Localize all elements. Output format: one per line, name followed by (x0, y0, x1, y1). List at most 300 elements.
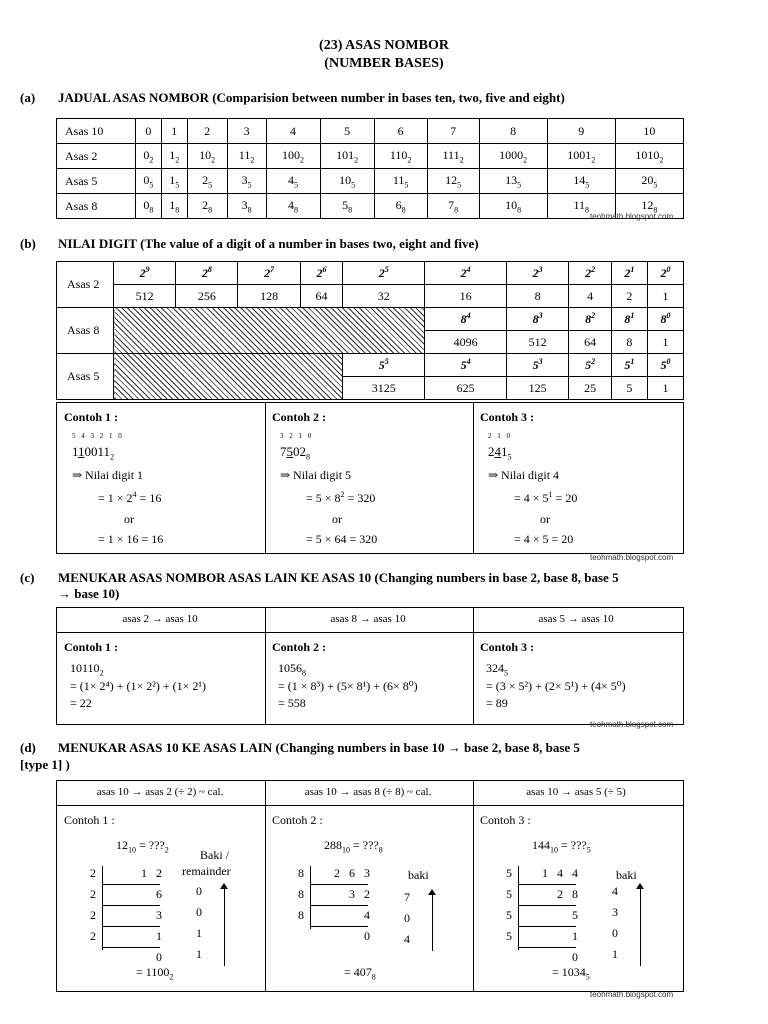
power-exp: 1 (630, 311, 635, 320)
quotient: 1 (156, 929, 162, 943)
table-cell (161, 194, 187, 219)
number-base: 8 (306, 452, 310, 462)
power-exp: 4 (466, 265, 471, 274)
cell-value: 4 (290, 123, 297, 138)
table-cell (227, 169, 266, 194)
divisor: 2 (90, 908, 96, 922)
table-cell (266, 144, 320, 169)
power-cell (569, 308, 612, 331)
row-label: Asas 5 (57, 354, 114, 400)
example-number (278, 661, 472, 677)
power-base: 5 (585, 358, 592, 372)
divisor: 5 (506, 929, 512, 943)
up-arrow-icon (224, 888, 225, 966)
cell-base: 5 (457, 180, 462, 190)
power-cell (611, 308, 647, 331)
table-cell (479, 169, 547, 194)
ladder-line (518, 866, 519, 950)
ladder-line (518, 905, 576, 906)
question-number: 12 (116, 838, 128, 852)
digit-positions: 2 1 0 (488, 432, 512, 440)
cell-value: 0 (143, 147, 150, 162)
remainder: 1 (196, 947, 202, 961)
cell-base: 8 (149, 205, 154, 215)
place-value: 1 (647, 377, 683, 400)
cell-base: 2 (659, 155, 664, 165)
example-number (486, 661, 680, 677)
power-exp: 2 (591, 311, 596, 320)
ladder-line (518, 947, 576, 948)
table-row (57, 169, 684, 194)
place-value: 32 (343, 285, 425, 308)
row-label: Asas 2 (57, 262, 114, 308)
section-b-head: NILAI DIGIT (58, 236, 137, 251)
number-part: 7 (280, 444, 287, 459)
expansion: = (1× 2⁴) + (1× 2²) + (1× 2¹) (70, 679, 206, 694)
table-cell (374, 144, 427, 169)
power-base: 2 (624, 266, 631, 280)
ladder-line (310, 884, 368, 885)
target-base: 2 (164, 845, 169, 855)
power-cell (507, 262, 569, 285)
cell-value: 4 (288, 197, 295, 212)
cell-value: 8 (510, 123, 517, 138)
table-cell (615, 144, 683, 169)
section-b-heading (20, 236, 479, 252)
number-bases-table (56, 118, 684, 219)
expr-exp: 4 (132, 490, 137, 499)
section-b-label: (b) (20, 236, 36, 251)
question-base: 10 (550, 845, 558, 855)
cell-value: 101 (336, 147, 355, 162)
row-label: Asas 10 (57, 119, 136, 144)
digit-example (64, 410, 264, 550)
power-base: 2 (460, 266, 467, 280)
nilai-digit: ⇒ Nilai digit 5 (280, 468, 352, 482)
expr-part: = 4 × 5 (514, 491, 549, 505)
table-cell (374, 194, 427, 219)
power-base: 5 (378, 358, 385, 372)
section-c-heading (20, 570, 619, 586)
cell-value: 11 (573, 197, 585, 212)
cell-value: 2 (204, 123, 211, 138)
underlined-digit: 1 (78, 444, 85, 459)
power-cell (647, 308, 683, 331)
divisor: 2 (90, 887, 96, 901)
table-row (57, 308, 684, 331)
or-label: or (124, 512, 134, 526)
cell-base: 2 (523, 155, 528, 165)
table-cell (187, 169, 227, 194)
table-cell (227, 194, 266, 219)
cell-base: 2 (459, 155, 464, 165)
table-row (57, 354, 684, 377)
baki-label: Baki / (200, 848, 229, 862)
power-base: 8 (585, 312, 592, 326)
place-value: 512 (507, 331, 569, 354)
section-c-desc: (Changing numbers in base 2, base 8, base 5 (374, 570, 619, 585)
cell-base: 5 (653, 180, 658, 190)
cell-value: 6 (397, 123, 404, 138)
table-cell (161, 119, 187, 144)
example-title: Contoh 1 : (64, 640, 119, 654)
cell-value: 1010 (635, 147, 660, 162)
ladder-line (102, 866, 103, 950)
cell-base: 2 (250, 155, 255, 165)
answer-base: 2 (169, 972, 174, 982)
power-base: 5 (532, 358, 539, 372)
table-cell (227, 119, 266, 144)
power-base: 2 (660, 266, 667, 280)
number-base: 8 (302, 668, 306, 678)
table-cell (320, 169, 374, 194)
place-value: 1 (647, 331, 683, 354)
answer (344, 965, 376, 981)
section-d-heading (20, 740, 580, 756)
place-value: 4 (569, 285, 612, 308)
table-cell (266, 119, 320, 144)
number-base: 5 (504, 668, 508, 678)
divisor: 2 (90, 929, 96, 943)
cell-value: 0 (143, 172, 150, 187)
cell-value: 14 (573, 172, 586, 187)
cell-value: 3 (241, 172, 248, 187)
ladder-line (310, 866, 311, 929)
place-value: 64 (569, 331, 612, 354)
table-cell (427, 144, 479, 169)
power-cell (114, 262, 176, 285)
cell-value: 13 (505, 172, 518, 187)
power-exp: 9 (145, 265, 150, 274)
power-cell (425, 308, 507, 331)
power-cell (343, 262, 425, 285)
cell-base: 2 (175, 155, 180, 165)
digit-value-table (56, 261, 684, 400)
table-cell (479, 144, 547, 169)
conversion-header: asas 5 → asas 10 (538, 613, 614, 625)
section-c-head: MENUKAR ASAS NOMBOR ASAS LAIN KE ASAS 10 (58, 570, 372, 585)
cell-base: 8 (585, 205, 589, 215)
number-part: 10110 (70, 661, 100, 675)
question-eq: = ??? (558, 838, 587, 852)
ladder-line (102, 926, 160, 927)
cell-base: 5 (175, 180, 180, 190)
expr-part: = 20 (552, 491, 578, 505)
cell-base: 5 (149, 180, 154, 190)
power-exp: 3 (538, 311, 543, 320)
cell-value: 111 (442, 147, 460, 162)
underlined-digit: 5 (286, 444, 293, 459)
quotient: 5 (572, 908, 578, 922)
place-value: 1 (647, 285, 683, 308)
power-exp: 4 (466, 311, 471, 320)
question-base: 10 (342, 845, 350, 855)
power-cell (647, 262, 683, 285)
power-exp: 0 (666, 357, 671, 366)
power-exp: 1 (630, 265, 635, 274)
place-value: 8 (507, 285, 569, 308)
power-exp: 1 (630, 357, 635, 366)
table-cell (479, 194, 547, 219)
cell-base: 8 (348, 205, 353, 215)
number-part: 1056 (278, 661, 302, 675)
quotient: 3 (156, 908, 162, 922)
cell-value: 5 (344, 123, 351, 138)
power-cell (343, 354, 425, 377)
example-title: Contoh 1 : (64, 813, 115, 827)
divisor: 8 (298, 908, 304, 922)
table-cell (427, 194, 479, 219)
cell-value: 10 (199, 147, 212, 162)
nilai-digit: ⇒ Nilai digit 1 (72, 468, 144, 482)
question-number: 144 (532, 838, 550, 852)
cell-base: 5 (585, 180, 590, 190)
cell-value: 6 (395, 197, 402, 212)
power-cell (611, 262, 647, 285)
shaded-cell (114, 308, 425, 354)
example-title: Contoh 1 : (64, 410, 119, 424)
question-eq: = ??? (136, 838, 165, 852)
power-exp: 0 (666, 265, 671, 274)
cell-value: 1 (169, 147, 176, 162)
cell-value: 7 (450, 123, 457, 138)
power-base: 5 (460, 358, 467, 372)
section-c-label: (c) (20, 570, 35, 585)
power-exp: 6 (322, 265, 327, 274)
power-base: 8 (660, 312, 667, 326)
power-base: 2 (139, 266, 146, 280)
table-cell (374, 169, 427, 194)
cell-base: 5 (517, 180, 522, 190)
table-cell (479, 119, 547, 144)
power-exp: 4 (466, 357, 471, 366)
cell-value: 3 (241, 197, 248, 212)
example-title: Contoh 2 : (272, 813, 323, 827)
table-row (57, 119, 684, 144)
answer-base: 5 (585, 972, 590, 982)
table-cell (136, 194, 162, 219)
power-cell (425, 354, 507, 377)
digit-positions: 5 4 3 2 1 0 (72, 432, 124, 440)
place-value: 256 (176, 285, 238, 308)
credit-a: teohmath.blogspot.com (590, 212, 674, 221)
power-cell (611, 354, 647, 377)
expr-part: = 16 (136, 491, 162, 505)
question (116, 838, 169, 854)
cell-value: 1 (171, 123, 178, 138)
target-base: 8 (378, 845, 383, 855)
cell-value: 10 (339, 172, 352, 187)
value-line-2: = 1 × 16 = 16 (98, 532, 164, 546)
example-number (280, 444, 310, 462)
power-base: 8 (624, 312, 631, 326)
conversion-example (480, 640, 680, 711)
power-cell (425, 262, 507, 285)
question (324, 838, 383, 854)
cell-base: 5 (294, 180, 299, 190)
table-cell (187, 119, 227, 144)
value-line-2: = 5 × 64 = 320 (306, 532, 378, 546)
conversion-header: asas 10 → asas 5 (÷ 5) (526, 786, 626, 798)
power-cell (238, 262, 300, 285)
baki-label: baki (408, 868, 429, 882)
quotient: 6 (156, 887, 162, 901)
cell-value: 1 (169, 172, 176, 187)
value-line-1 (306, 490, 375, 506)
power-exp: 7 (270, 265, 275, 274)
remainder: 0 (404, 911, 410, 925)
place-value: 25 (569, 377, 612, 400)
power-base: 8 (532, 312, 539, 326)
cell-value: 1 (169, 197, 176, 212)
example-number (72, 444, 114, 462)
cell-base: 2 (407, 155, 412, 165)
table-cell (547, 144, 615, 169)
place-value: 16 (425, 285, 507, 308)
number-part: 1 (72, 444, 79, 459)
digit-positions: 3 2 1 0 (280, 432, 314, 440)
power-exp: 3 (538, 357, 543, 366)
quotient: 2 8 (557, 887, 578, 901)
power-base: 5 (660, 358, 667, 372)
example-title: Contoh 3 : (480, 410, 535, 424)
table-cell (227, 144, 266, 169)
value-line-1 (514, 490, 577, 506)
row-label: Asas 8 (57, 194, 136, 219)
table-cell (374, 119, 427, 144)
table-cell (187, 194, 227, 219)
power-base: 2 (585, 266, 592, 280)
quotient: 0 (572, 950, 578, 964)
ladder-line (102, 905, 160, 906)
cell-value: 7 (448, 197, 455, 212)
example-title: Contoh 3 : (480, 640, 535, 654)
number-part: 1 (501, 444, 508, 459)
row-label: Asas 5 (57, 169, 136, 194)
place-value: 125 (507, 377, 569, 400)
answer-base: 8 (371, 972, 376, 982)
power-base: 2 (316, 266, 323, 280)
remainder: 7 (404, 890, 410, 904)
section-d-desc2: [type 1] ) (20, 757, 70, 772)
remainder: 0 (196, 905, 202, 919)
power-cell (300, 262, 343, 285)
number-part: 0011 (84, 444, 111, 459)
table-row (57, 285, 684, 308)
cell-value: 10 (643, 123, 656, 138)
shaded-cell (114, 354, 343, 400)
divisor: 5 (506, 908, 512, 922)
quotient: 1 2 (141, 866, 162, 880)
cell-value: 110 (389, 147, 408, 162)
conversion-header: asas 2 → asas 10 (122, 613, 198, 625)
remainder: 0 (612, 926, 618, 940)
ladder-line (310, 926, 368, 927)
section-a-desc: (Comparision between number in bases ten, two, five and eight) (212, 90, 565, 105)
power-exp: 2 (591, 265, 596, 274)
section-a-head: JADUAL ASAS NOMBOR (58, 90, 209, 105)
cell-value: 5 (342, 197, 349, 212)
or-label: or (540, 512, 550, 526)
power-cell (176, 262, 238, 285)
expr-exp: 1 (548, 490, 553, 499)
credit-c: teohmath.blogspot.com (590, 720, 674, 729)
table-cell (320, 119, 374, 144)
section-c-desc2: → base 10) (58, 586, 120, 601)
question-base: 10 (128, 845, 136, 855)
cell-base: 2 (591, 155, 596, 165)
section-d-head: MENUKAR ASAS 10 KE ASAS LAIN (58, 740, 273, 755)
cell-base: 8 (294, 205, 299, 215)
table-cell (320, 144, 374, 169)
cell-base: 8 (517, 205, 522, 215)
quotient: 0 (156, 950, 162, 964)
cell-value: 1001 (567, 147, 592, 162)
place-value: 5 (611, 377, 647, 400)
number-base: 5 (507, 452, 512, 462)
remainder: 3 (612, 905, 618, 919)
power-exp: 5 (384, 357, 389, 366)
table-cell (266, 194, 320, 219)
result: = 89 (486, 696, 508, 711)
cell-value: 3 (243, 123, 250, 138)
cell-value: 11 (392, 172, 405, 187)
ladder-line (102, 947, 160, 948)
expr-part: = 320 (344, 491, 376, 505)
power-exp: 2 (591, 357, 596, 366)
conversion-header: asas 8 → asas 10 (330, 613, 406, 625)
answer-value: = 1100 (136, 965, 170, 979)
cell-value: 12 (445, 172, 458, 187)
page-title: (23) ASAS NOMBOR (319, 38, 449, 53)
place-value: 512 (114, 285, 176, 308)
conversion-example (64, 640, 264, 711)
number-base: 2 (110, 452, 115, 462)
remainder-label: remainder (182, 864, 231, 878)
section-b-desc: (The value of a digit of a number in bases two, eight and five) (140, 236, 479, 251)
place-value: 64 (300, 285, 343, 308)
quotient: 3 2 (349, 887, 370, 901)
power-base: 2 (264, 266, 271, 280)
cell-value: 100 (282, 147, 301, 162)
place-value: 625 (425, 377, 507, 400)
section-d-label: (d) (20, 740, 36, 755)
table-cell (266, 169, 320, 194)
cell-value: 0 (143, 197, 150, 212)
cell-value: 2 (202, 197, 209, 212)
table-cell (161, 169, 187, 194)
divisor: 5 (506, 866, 512, 880)
example-title: Contoh 2 : (272, 410, 327, 424)
cell-value: 11 (238, 147, 251, 162)
example-title: Contoh 3 : (480, 813, 531, 827)
question (532, 838, 591, 854)
place-value: 3125 (343, 377, 425, 400)
result: = 22 (70, 696, 92, 711)
target-base: 5 (586, 845, 591, 855)
power-cell (507, 308, 569, 331)
cell-base: 2 (354, 155, 359, 165)
question-eq: = ??? (350, 838, 379, 852)
digit-example (272, 410, 472, 550)
power-exp: 8 (207, 265, 212, 274)
section-a-label: (a) (20, 90, 36, 105)
table-row (57, 262, 684, 285)
power-cell (507, 354, 569, 377)
expansion: = (3 × 5²) + (2× 5¹) + (4× 5⁰) (486, 679, 626, 694)
expansion: = (1 × 8³) + (5× 8¹) + (6× 8⁰) (278, 679, 418, 694)
power-base: 5 (624, 358, 631, 372)
